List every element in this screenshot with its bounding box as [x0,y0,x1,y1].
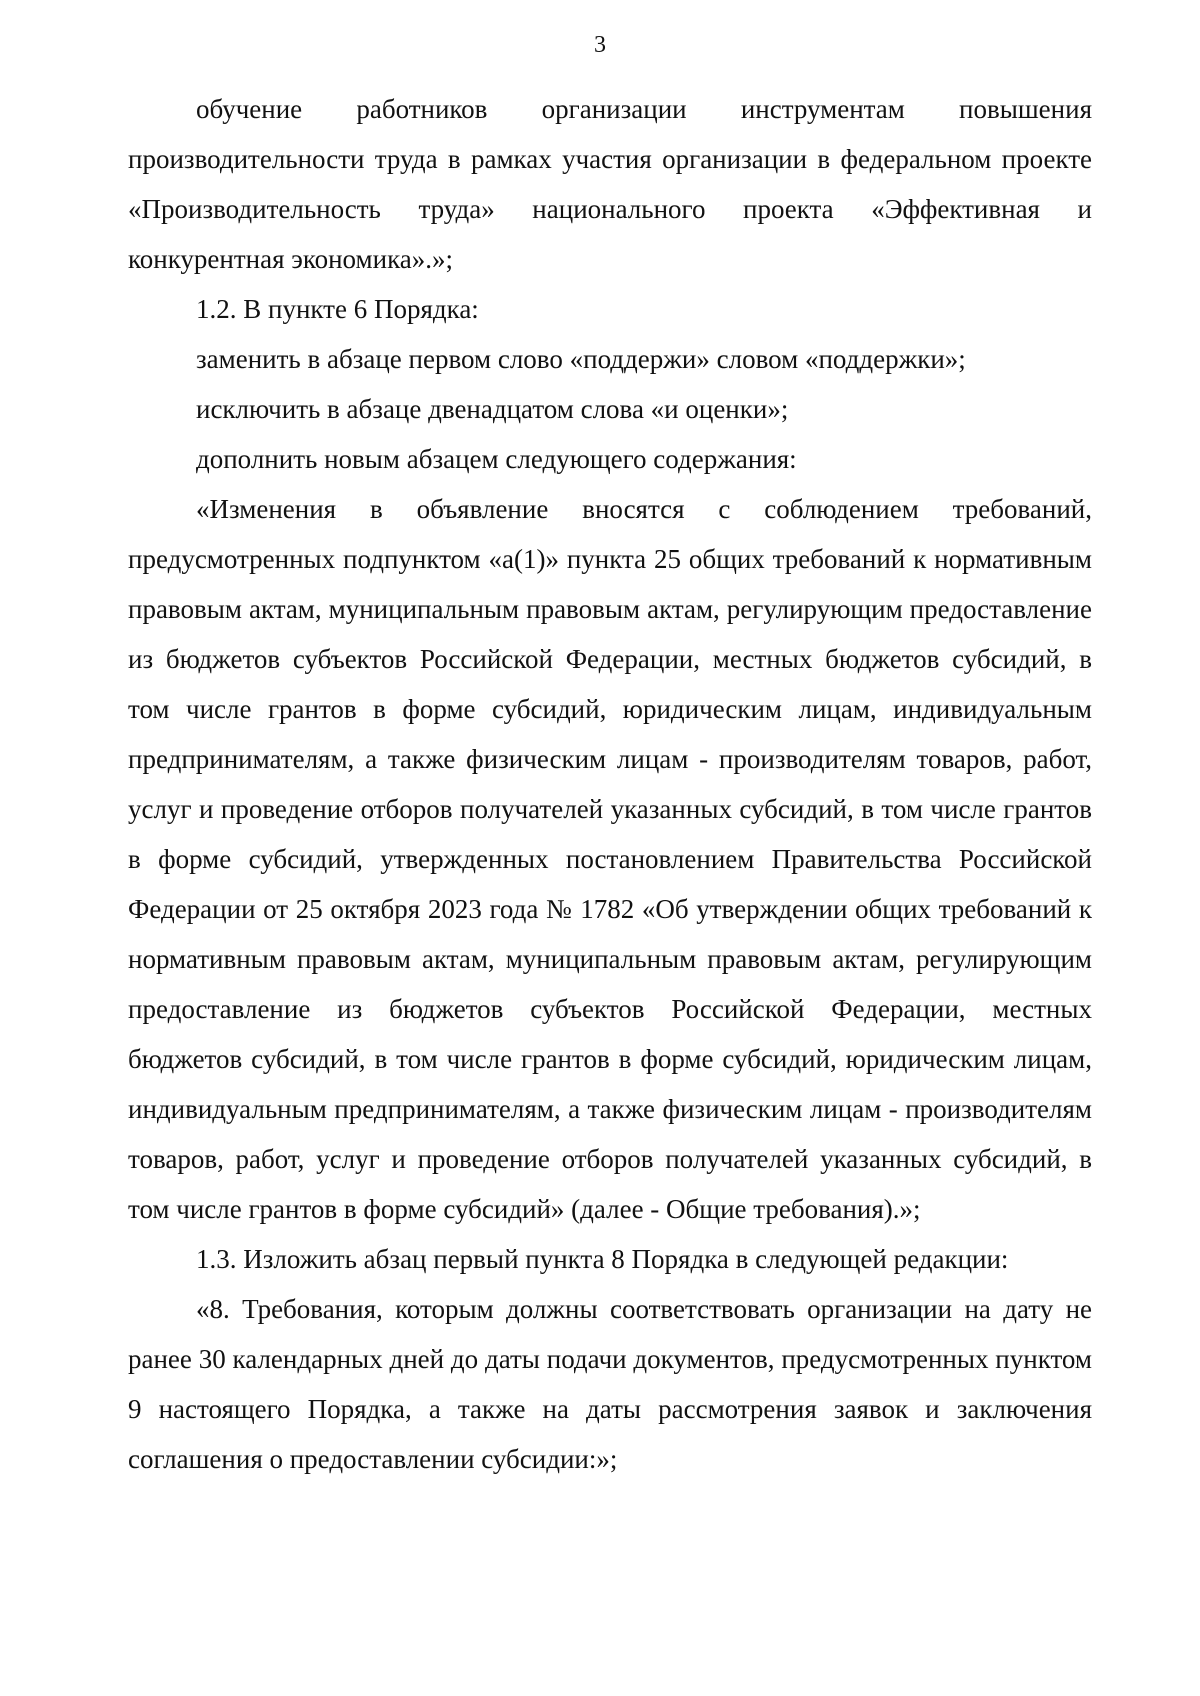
paragraph-replace-word: заменить в абзаце первом слово «поддержи» словом «поддержки»; [196,344,966,374]
paragraph-training-continuation: обучение работников организации инструментам повышения производительности труда в рамках участия организации в федеральном проекте «Производительность труда» национального проекта «Эффективная и конкурентная экономика».»; [128,94,1092,274]
page-number: 3 [594,32,606,58]
paragraph-item-8-requirements: «8. Требования, которым должны соответствовать организации на дату не ранее 30 календарных дней до даты подачи документов, предусмотренных пунктом 9 настоящего Порядка, а также на даты рассмотрения заявок и заключения соглашения о предоставлении субсидии:»; [128,1294,1092,1474]
paragraph-exclude-words: исключить в абзаце двенадцатом слова «и оценки»; [196,394,789,424]
paragraph-new-content-quote: «Изменения в объявление вносятся с соблюдением требований, предусмотренных подпунктом «а(1)» пункта 25 общих требований к нормативным правовым актам, муниципальным правовым актам, регулирующим предоставление из бюджетов субъектов Российской Федерации, местных бюджетов субсидий, в том числе грантов в форме субсидий, юридическим лицам, индивидуальным предпринимателям, а также физическим лицам - производителям товаров, работ, услуг и проведение отборов получателей указанных субсидий, в том числе грантов в форме субсидий, утвержденных постановлением Правительства Российской Федерации от 25 октября 2023 года № 1782 «Об утверждении общих требований к нормативным правовым актам, муниципальным правовым актам, регулирующим предоставление из бюджетов субъектов Российской Федерации, местных бюджетов субсидий, в том числе грантов в форме субсидий, юридическим лицам, индивидуальным предпринимателям, а также физическим лицам - производителям товаров, работ, услуг и проведение отборов получателей указанных субсидий, в том числе грантов в форме субсидий» (далее - Общие требования).»; [128,494,1092,1224]
paragraph-item-1-2-heading: 1.2. В пункте 6 Порядка: [196,294,479,324]
paragraph-item-1-3-heading: 1.3. Изложить абзац первый пункта 8 Порядка в следующей редакции: [196,1244,1009,1274]
document-body [128,84,1092,1484]
paragraph-add-new: дополнить новым абзацем следующего содержания: [196,444,797,474]
